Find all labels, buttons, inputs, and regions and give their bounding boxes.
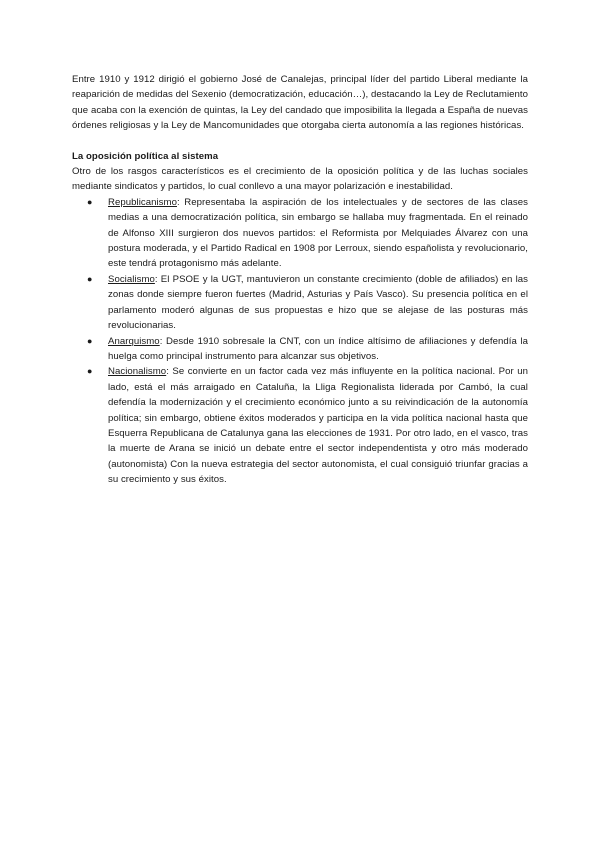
bullet-icon: ● — [87, 335, 93, 346]
term-label: Anarquismo — [108, 335, 160, 347]
bullet-icon: ● — [87, 273, 93, 284]
item-text: : Representaba la aspiración de los intelectuales y de sectores de las clases medias a una democratización política, sin embargo se hallaba muy fragmentada. En el reinado de Alfonso XIII surgieron dos nuevos partidos: el Reformista por Melquiades Álvarez con una postura moderada, y el Partido Radical en 1908 por Lerroux, siendo españolista y revolucionario, este tendrá protagonismo más adelante. — [108, 196, 528, 270]
section-heading: La oposición política al sistema — [72, 150, 219, 162]
item-text: : El PSOE y la UGT, mantuvieron un constante crecimiento (doble de afiliados) en las zonas donde siempre fueron fuertes (Madrid, Asturias y País Vasco). Su presencia política en el parlamento moderó algunas de sus propuestas e hizo que se alejase de las posturas más revolucionarias. — [108, 273, 528, 332]
list-item-anarquismo — [72, 334, 528, 365]
bullet-icon: ● — [87, 196, 93, 207]
item-text: : Se convierte en un factor cada vez más influyente en la política nacional. Por un lado, está el más arraigado en Cataluña, la Lliga Regionalista liderada por Cambó, la cual defendía la modernización y el crecimiento económico junto a su reivindicación de la autonomía política; sin embargo, obtiene éxitos moderados y participa en la vida política nacional hasta que Esquerra Republicana de Catalunya gana las elecciones de 1931. Por otro lado, en el vasco, tras la muerte de Arana se inició un debate entre el sector independentista y otro más moderado (autonomista) Con la nueva estrategia del sector autonomista, el cual consiguió triunfar gracias a su crecimiento y sus éxitos. — [108, 366, 528, 486]
list-item-republicanismo — [72, 195, 528, 272]
section-intro: Otro de los rasgos característicos es el crecimiento de la oposición política y de las luchas sociales mediante sindicatos y partidos, lo cual conllevo a una mayor polarización e inestabilidad. — [72, 166, 528, 193]
term-label: Socialismo — [108, 273, 155, 285]
list-item-nacionalismo — [72, 364, 528, 487]
item-text: : Desde 1910 sobresale la CNT, con un índice altísimo de afiliaciones y defendía la huelga como principal instrumento para alcanzar sus objetivos. — [108, 335, 528, 362]
list-item-socialismo — [72, 272, 528, 334]
term-label: Republicanismo — [108, 196, 177, 208]
document-page — [72, 72, 528, 488]
term-label: Nacionalismo — [108, 366, 167, 378]
paragraph-canalejas: Entre 1910 y 1912 dirigió el gobierno José de Canalejas, principal líder del partido Liberal mediante la reaparición de medidas del Sexenio (democratización, educación…), destacando la Ley de Reclutamiento que acaba con la exención de quintas, la Ley del candado que imposibilita la llegada a España de nuevas órdenes religiosas y la Ley de Mancomunidades que otorgaba cierta autonomía a las regiones históricas. — [72, 74, 528, 132]
bullet-icon: ● — [87, 366, 93, 377]
opposition-list — [72, 195, 528, 488]
